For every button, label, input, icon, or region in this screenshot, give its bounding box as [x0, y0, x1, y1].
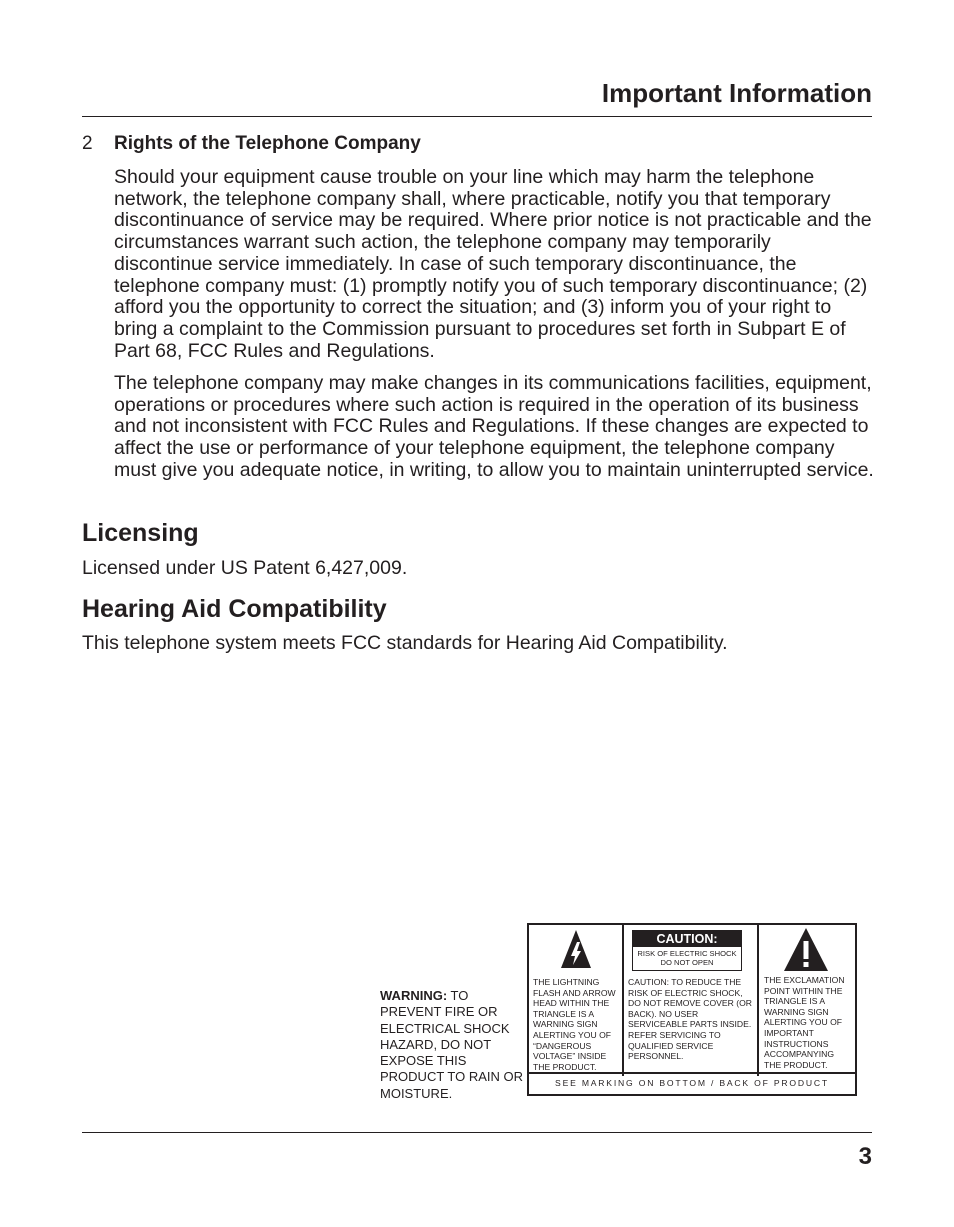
- warning-notice: [380, 988, 525, 1102]
- exclamation-triangle-icon: [783, 926, 829, 972]
- page-number: 3: [858, 1143, 872, 1170]
- licensing-heading: Licensing: [82, 519, 199, 547]
- header-divider: [82, 116, 872, 117]
- page-header-title: Important Information: [601, 78, 872, 108]
- licensing-text: Licensed under US Patent 6,427,009.: [82, 557, 408, 579]
- warning-body: TO PREVENT FIRE OR ELECTRICAL SHOCK HAZARD, DO NOT EXPOSE THIS PRODUCT TO RAIN OR MOISTURE.: [380, 988, 524, 1101]
- hearing-aid-text: This telephone system meets FCC standards for Hearing Aid Compatibility.: [82, 632, 728, 654]
- caution-subtitle-1: RISK OF ELECTRIC SHOCK: [637, 949, 737, 958]
- caution-panel: [527, 923, 857, 1096]
- lightning-text: THE LIGHTNING FLASH AND ARROW HEAD WITHIN THE TRIANGLE IS A WARNING SIGN ALERTING YOU OF “DANGEROUS VOLTAGE” INSIDE THE PRODUCT.: [533, 977, 616, 1072]
- caution-title: CAUTION:: [633, 931, 741, 947]
- caution-footer: SEE MARKING ON BOTTOM / BACK OF PRODUCT: [529, 1072, 855, 1094]
- hearing-aid-heading: Hearing Aid Compatibility: [82, 595, 387, 623]
- caution-label: [632, 930, 742, 971]
- section-number: 2: [82, 133, 93, 154]
- section-paragraph-1: Should your equipment cause trouble on your line which may harm the telephone network, the telephone company shall, where practicable, notify you that temporary discontinuance of service may be required. Where prior notice is not practicable and the circumstances warrant such action, the telephone company may temporarily discontinue service immediately. In case of such temporary discontinuance, the telephone company must: (1) promptly notify you of such temporary discontinuance; (2) afford you the opportunity to correct the situation; and (3) inform you of your right to bring a complaint to the Commission pursuant to procedures set forth in Subpart E of Part 68, FCC Rules and Regulations.: [114, 166, 872, 362]
- exclamation-text: THE EXCLAMATION POINT WITHIN THE TRIANGLE IS A WARNING SIGN ALERTING YOU OF IMPORTANT INSTRUCTIONS ACCOMPANYING THE PRODUCT.: [764, 975, 845, 1070]
- exclamation-column: [759, 925, 855, 1076]
- lightning-triangle-icon: [560, 929, 592, 969]
- section-heading: Rights of the Telephone Company: [114, 133, 421, 154]
- lightning-column: [529, 925, 624, 1076]
- caution-column: [624, 925, 759, 1076]
- caution-subtitle-2: DO NOT OPEN: [660, 958, 714, 967]
- footer-divider: [82, 1132, 872, 1133]
- warning-label: WARNING:: [380, 988, 448, 1003]
- section-paragraph-2: The telephone company may make changes in its communications facilities, equipment, operations or procedures where such action is required in the operation of its business and not inconsistent with FCC Rules and Regulations. If these changes are expected to affect the use or performance of your telephone equipment, the telephone company must give you adequate notice, in writing, to allow you to maintain uninterrupted service.: [114, 372, 874, 481]
- caution-text: CAUTION: TO REDUCE THE RISK OF ELECTRIC SHOCK, DO NOT REMOVE COVER (OR BACK). NO USER SERVICEABLE PARTS INSIDE. REFER SERVICING TO QUALIFIED SERVICE PERSONNEL.: [628, 977, 752, 1062]
